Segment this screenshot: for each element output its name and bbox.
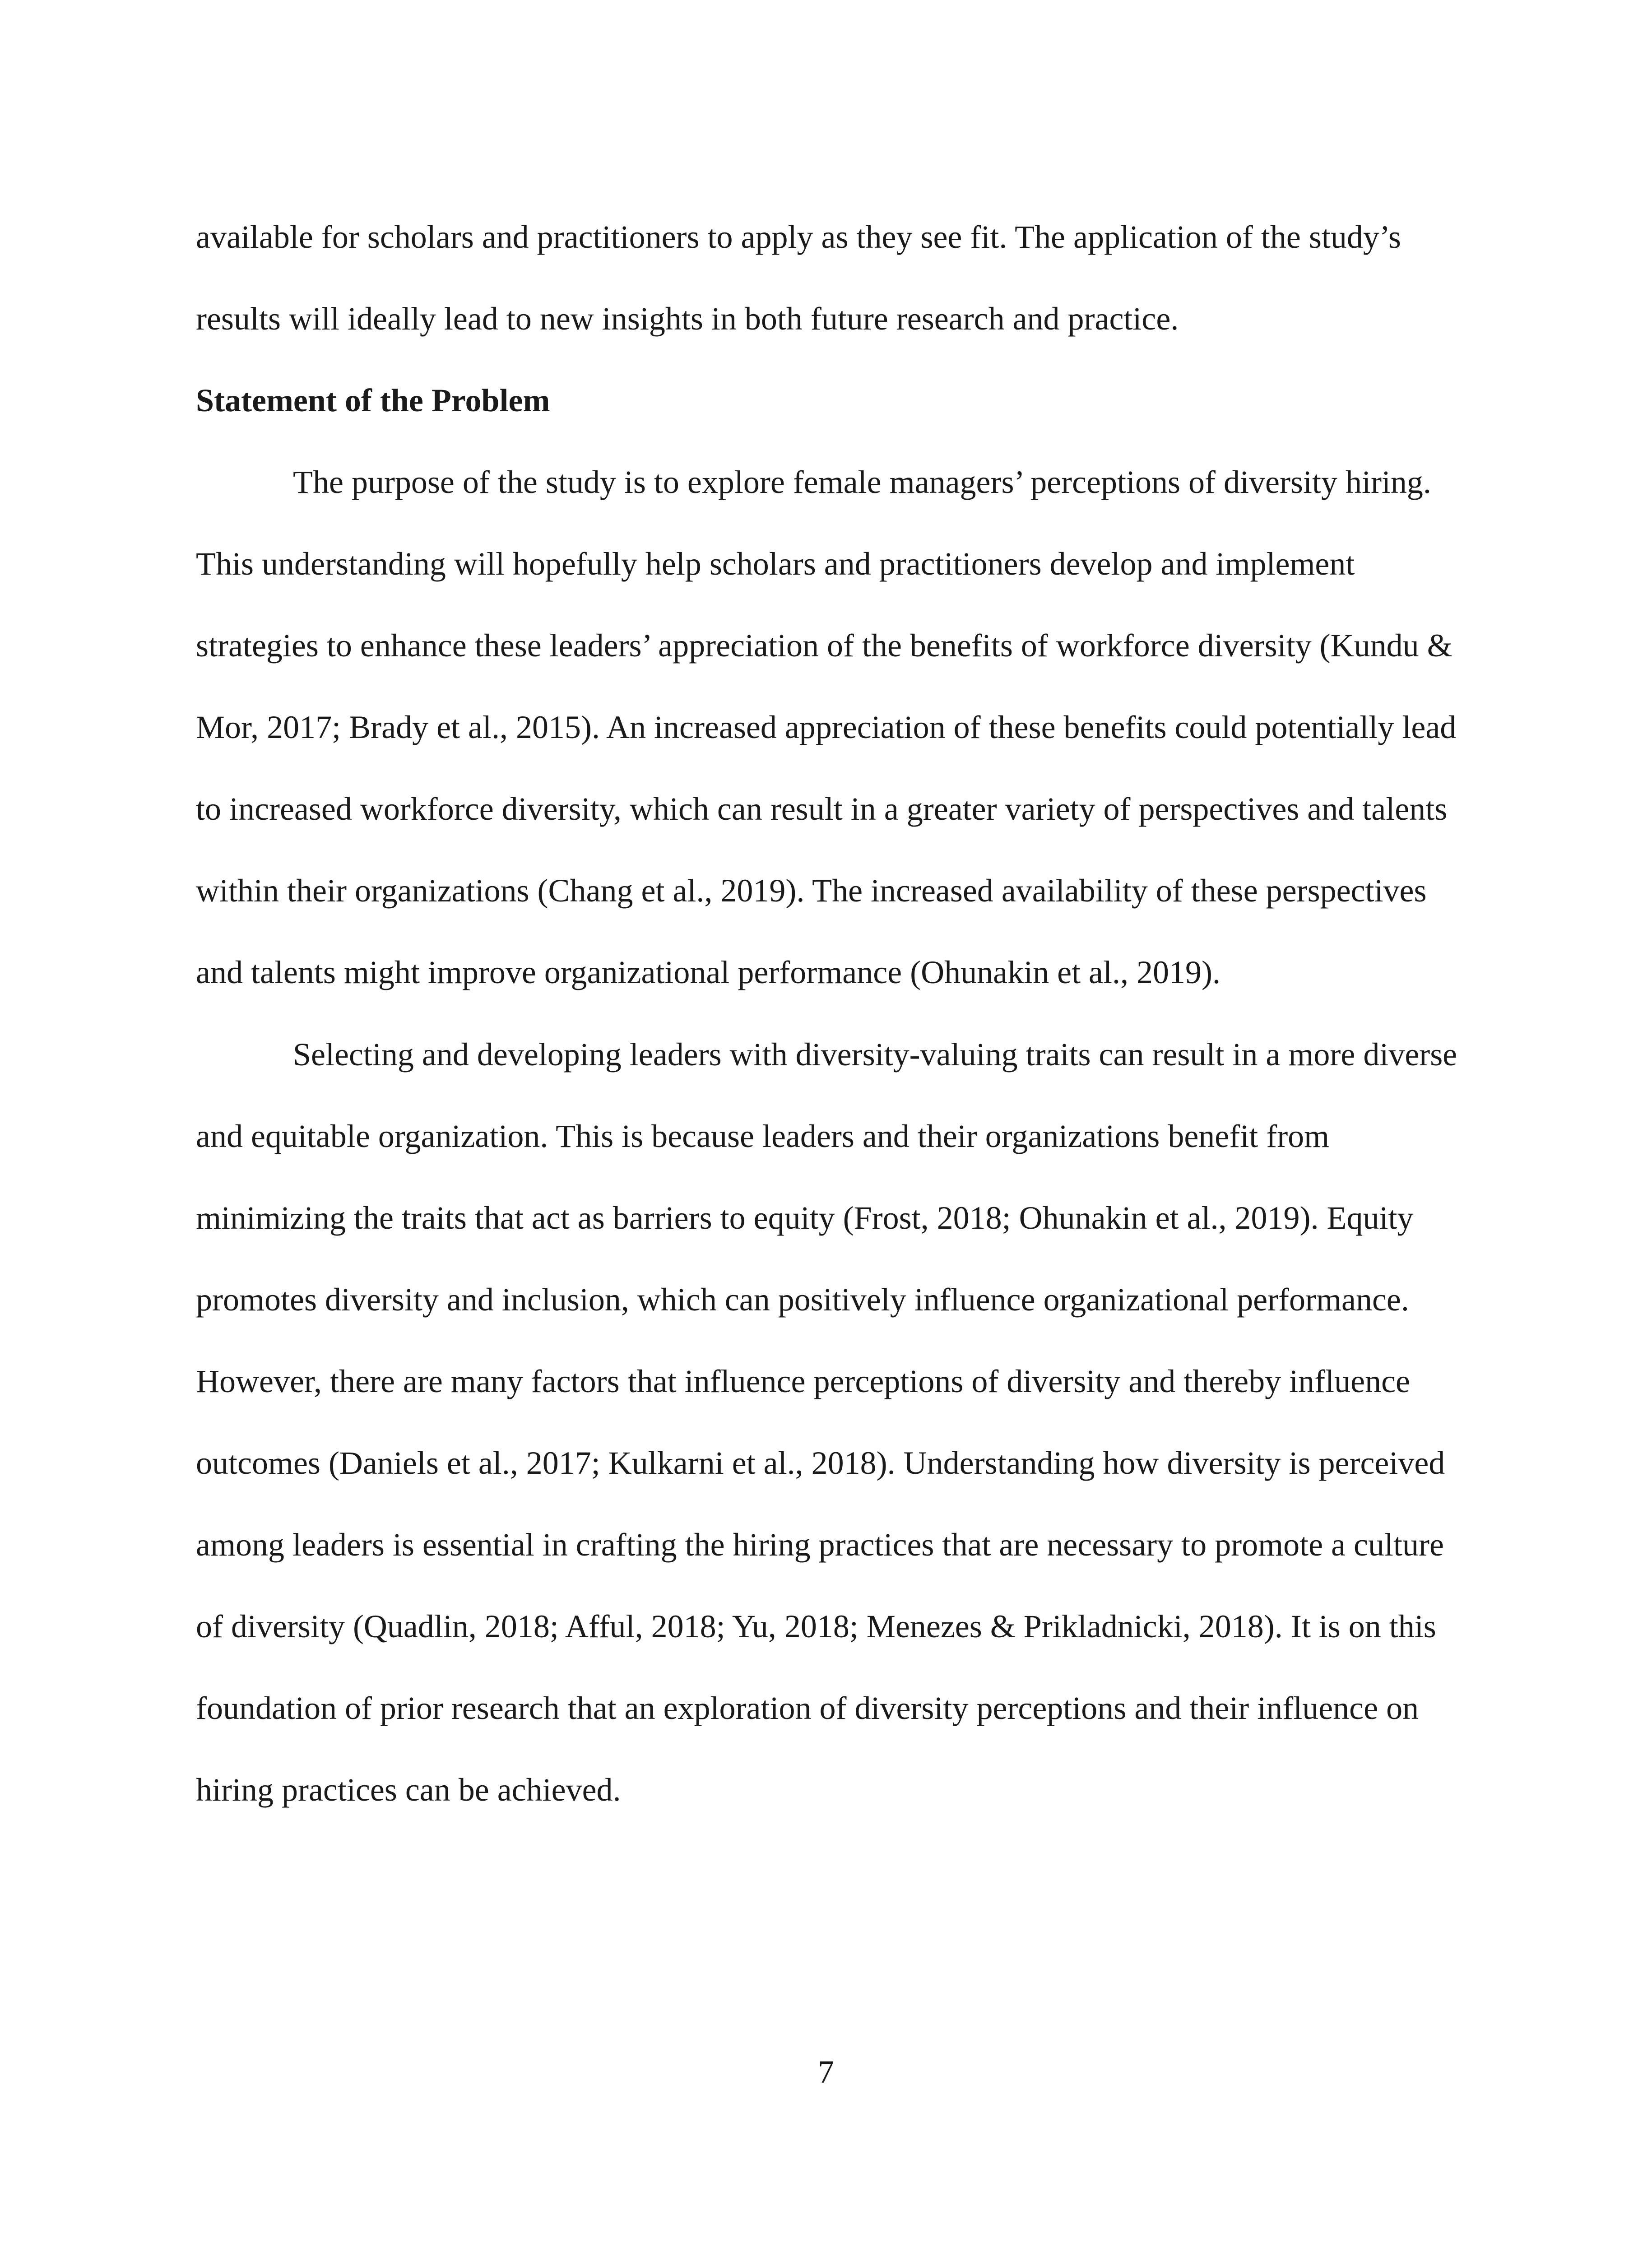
section-heading: Statement of the Problem [196, 382, 550, 418]
continued-paragraph: available for scholars and practitioners to apply as they see fit. The application of the study’s results will ideally lead to new insights in both future research and practice. [196, 219, 1401, 337]
body-paragraph: The purpose of the study is to explore female managers’ perceptions of diversity hiring. This understanding will hopefully help scholars and practitioners develop and implement strategies to enhance these leaders’ appreciation of the benefits of workforce diversity (Kundu & Mor, 2017; Brady et al., 2015). An increased appreciation of these benefits could potentially lead to increased workforce diversity, which can result in a greater variety of perspectives and talents within their organizations (Chang et al., 2019). The increased availability of these perspectives and talents might improve organizational performance (Ohunakin et al., 2019). [196, 464, 1457, 990]
page-number: 7 [818, 2054, 834, 2090]
body-paragraph: Selecting and developing leaders with diversity-valuing traits can result in a more diverse and equitable organization. This is because leaders and their organizations benefit from minimizing the traits that act as barriers to equity (Frost, 2018; Ohunakin et al., 2019). Equity promotes diversity and inclusion, which can positively influence organizational performance. However, there are many factors that influence perceptions of diversity and thereby influence outcomes (Daniels et al., 2017; Kulkarni et al., 2018). Understanding how diversity is perceived among leaders is essential in crafting the hiring practices that are necessary to promote a culture of diversity (Quadlin, 2018; Afful, 2018; Yu, 2018; Menezes & Prikladnicki, 2018). It is on this foundation of prior research that an exploration of diversity perceptions and their influence on hiring practices can be achieved. [196, 1036, 1457, 1808]
